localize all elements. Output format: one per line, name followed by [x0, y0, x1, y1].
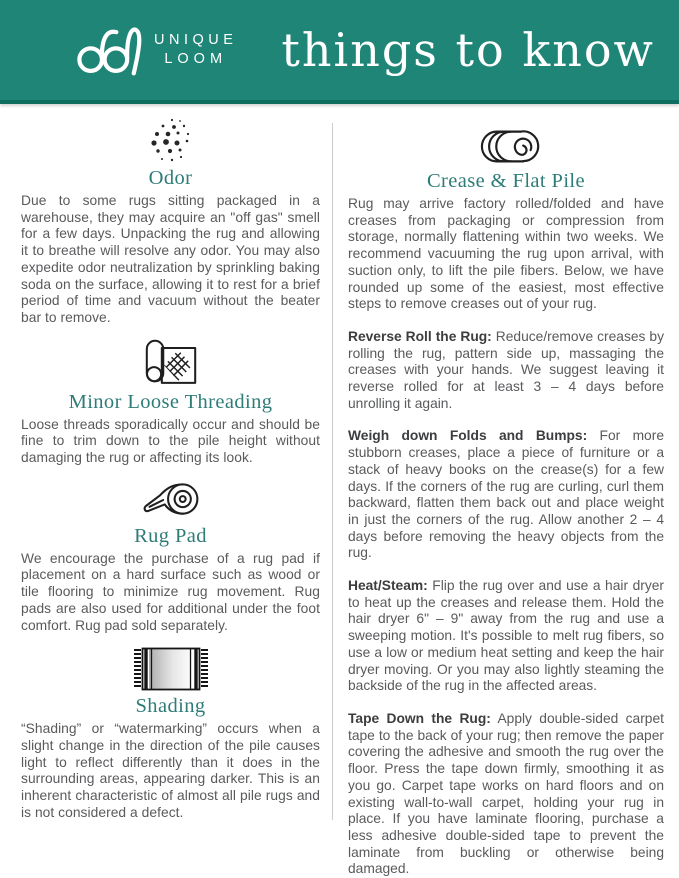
section-body-crease: Rug may arrive factory rolled/folded and have creases from packaging or compression from storage, normally flattening within two weeks. We recommend vacuuming the rug upon arrival, with suction only, to lift the pile fibers. Below, we have rounded up some of the easiest, most effective steps to remove creases out of your rug.: [348, 196, 664, 312]
section-minor-loose-threading: [21, 339, 320, 467]
section-title-crease: Crease & Flat Pile: [426, 170, 586, 192]
step-text: Flip the rug over and use a hair dryer to heat up the creases and release them. Hold the hair dryer 6" – 9" away from the rug and use a sweeping motion. It's possible to melt rug fibers, so use a low or medium heat setting and keep the hair dryer moving. Or you may also lightly steaming the backside of the rug in the affected areas.: [348, 578, 665, 694]
step-heat-steam: [348, 578, 664, 695]
header-banner: [0, 0, 679, 104]
section-title-rug-pad: Rug Pad: [134, 524, 207, 547]
right-column: [348, 117, 665, 877]
step-label: Weigh down Folds and Bumps:: [348, 428, 588, 444]
rug-roll-icon: [21, 479, 320, 522]
content-area: [0, 104, 679, 877]
section-body-threading: Loose threads sporadically occur and should be fine to trim down to the pile height without damaging the rug or affecting its look.: [21, 416, 320, 466]
column-divider: [332, 123, 333, 820]
brand-line2: LOOM: [164, 51, 228, 67]
section-rug-pad: [21, 479, 320, 635]
rolled-rug-side-icon: [348, 126, 664, 167]
section-shading: [21, 646, 320, 821]
step-label: Reverse Roll the Rug:: [348, 328, 492, 344]
odor-dots-icon: [21, 117, 320, 164]
unique-loom-logo-icon: [76, 22, 142, 78]
step-text: For more stubborn creases, place a piece of furniture or a stack of heavy books on the crease(s) for a few days. If the corners of the rug are curling, curl them backward, flatten them back out and place weight in just the corners of the rug. Allow another 2 – 4 days before removing the heavy objects from the rug.: [348, 428, 664, 561]
section-body-odor: Due to some rugs sitting packaged in a warehouse, they may acquire an "off gas" smell for a few days. Unpacking the rug and allowing it to breathe will resolve any odor. You may also expedite odor neutralization by sprinkling baking soda on the surface, allowing it to rest for a brief period of time and vacuum without the beater bar to remove.: [21, 193, 320, 325]
left-column: [21, 117, 320, 824]
step-text: Apply double-sided carpet tape to the back of your rug; then remove the paper covering the adhesive and smooth the rug over the floor. Press the tape down firmly, smoothing it as you go. Carpet tape works on hard floors and on existing wall-to-wall carpet, holding your rug in place. If you have laminate flooring, purchase a less adhesive double-sided tape to prevent the laminate from buckling or otherwise being damaged.: [348, 710, 664, 877]
step-text: Reduce/remove creases by rolling the rug, pattern side up, massaging the creases with your hands. We suggest leaving it reverse rolled for at least 3 – 4 days before unrolling it again.: [348, 328, 664, 411]
section-title-threading: Minor Loose Threading: [68, 390, 273, 413]
step-tape-down: [348, 711, 664, 878]
section-odor: [21, 117, 320, 327]
section-body-rug-pad: We encourage the purchase of a rug pad if placement on a hard surface such as wood or tile flooring to minimize rug movement. Rug pads are also used for additional under the foot comfort. Rug pad sold separately.: [21, 550, 320, 633]
section-title-shading: Shading: [135, 695, 206, 718]
step-label: Tape Down the Rug:: [348, 710, 491, 726]
section-crease-flat-pile: [348, 126, 664, 313]
step-reverse-roll: [348, 329, 664, 413]
step-weigh-down: [348, 428, 664, 562]
step-label: Heat/Steam:: [348, 578, 428, 594]
section-body-shading: “Shading” or “watermarking” occurs when a slight change in the direction of the pile causes light to reflect differently than it does in the surrounding areas, appearing darker. This is an inherent characteristic of almost all pile rugs and is not considered a defect.: [21, 721, 320, 820]
page-title: things to know: [281, 23, 655, 77]
section-title-odor: Odor: [148, 167, 193, 189]
flat-rug-fringe-icon: [21, 646, 320, 692]
brand-name: [154, 31, 237, 69]
rolled-rug-crosshatch-icon: [21, 339, 320, 388]
brand-line1: UNIQUE: [154, 32, 238, 49]
